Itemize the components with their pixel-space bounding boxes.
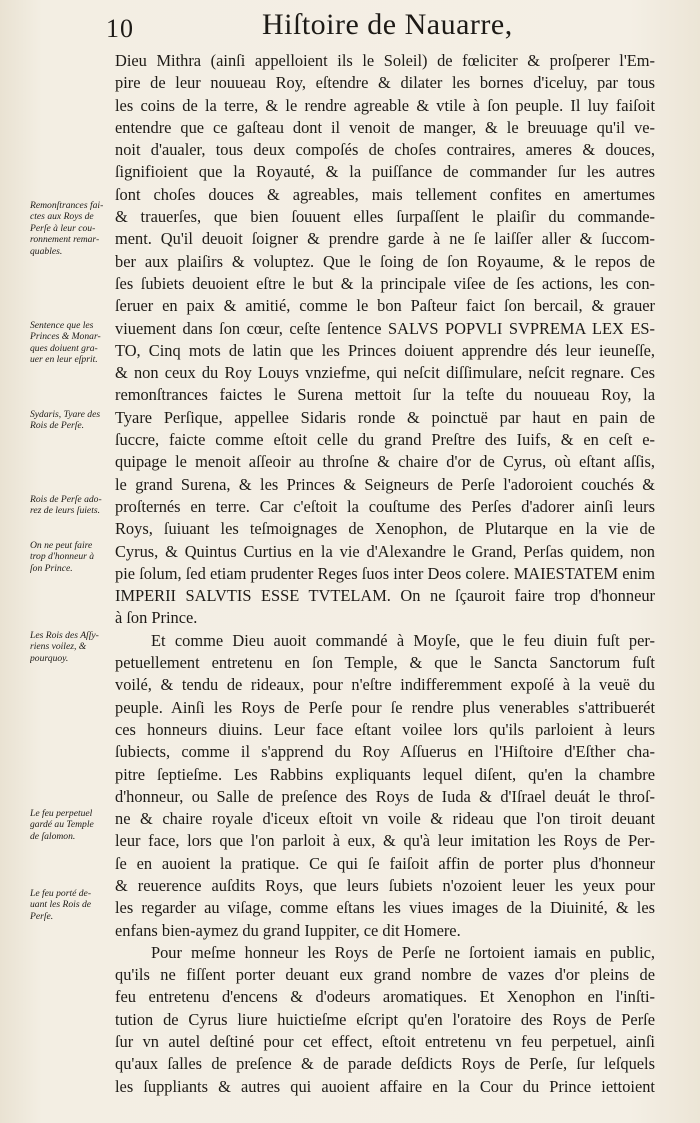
margin-note-sydaris: Sydaris, Tyare des Rois de Perſe. [30,409,101,432]
text-line: ſes ſubiets deuoient eſtre le but & la principale viſee de ſes actions, les con- [115,273,655,293]
text-line: ſur vn autel deſtiné pour cet effect, eſtoit entretenu vn feu perpetuel, ainſi [115,1032,655,1052]
text-line: ſont choſes douces & agreables, mais tellement confites en amertumes [115,184,655,204]
text-line: ſeruer en paix & amitié, comme le bon Paſteur faict ſon bercail, & grauer [115,296,655,316]
margin-note-feu-porte: Le feu porté de- uant les Rois de Perſe. [30,888,92,922]
text-line: qu'ils ne fiſſent porter deuant eux grand nombre de vazes d'or pleins de [115,965,655,985]
text-line: ſubiects, comme il s'apprend du Roy Aſſuerus en l'Hiſtoire d'Eſther cha- [115,742,655,762]
body-text [115,50,655,1098]
margin-note-sentence: Sentence que les Princes & Monar- ques doiuent gra- uer en leur eſprit. [30,320,101,366]
text-line: Cyrus, & Quintus Curtius en la vie d'Alexandre le Grand, Perſas quidem, non [115,541,655,561]
text-line: IMPERII SALVTIS ESSE TVTELAM. On ne ſçauroit faire trop d'honneur [115,586,655,606]
text-line: tution de Cyrus liure huictieſme eſcript qu'en l'oratoire des Roys de Perſe [115,1009,655,1029]
text-line: TO, Cinq mots de latin que les Princes doiuent apprendre dés leur ieuneſſe, [115,340,655,360]
text-line: peuple. Ainſi les Roys de Perſe pour ſe rendre plus venerables s'attribuerét [115,697,655,717]
text-line: pire de leur nouueau Roy, eſtendre & dilater les bornes d'iceluy, par tous [115,73,655,93]
text-line: Tyare Perſique, appellee Sidaris ronde & poinctuë par haut en pain de [115,407,655,427]
text-line: remonſtrances faictes le Surena mettoit ſur la teſte du nouueau Roy, la [115,385,655,405]
text-line: entendre que ce gaſteau dont il venoit de manger, & le breuuage qu'il ve- [115,117,655,137]
text-line: Dieu Mithra (ainſi appelloient ils le Soleil) de fœliciter & proſperer l'Em- [115,51,655,70]
margin-note-remonstrances: Remonſtrances fai- ctes aux Roys de Perſe à leur cou- ronnement remar- quables. [30,200,104,257]
text-line: d'honneur, ou Salle de preſence des Roys de Iuda & d'Iſrael deuát le throſ- [115,786,655,806]
text-line: Roys, ſuiuant les teſmoignages de Xenophon, de Plutarque en la vie de [115,519,655,539]
text-line: noit d'aualer, tous deux compoſés de choſes contraires, ameres & douces, [115,140,655,160]
text-line: ber aux plaiſirs & voluptez. Que le ſoing de ſon Royaume, & le repos de [115,251,655,271]
text-line: pie ſolum, ſed etiam prudenter Reges ſuos inter Deos colere. MAIESTATEM enim [115,563,655,583]
text-line: ment. Qu'il deuoit ſoigner & prendre garde à ne ſe laiſſer aller & ſuccom- [115,229,655,249]
text-line: ſe en auoient la pratique. Ce qui ſe faiſoit affin de porter plus d'honneur [115,853,655,873]
text-line: ſuccre, faicte comme eſtoit celle du grand Preſtre des Iuifs, & en ceſt e- [115,430,655,450]
text-line: les regarder au viſage, comme eſtans les viues images de la Diuinité, & les [115,898,655,918]
text-line: feu entretenu d'encens & d'odeurs aromatiques. Et Xenophon en l'inſti- [115,987,655,1007]
text-line: leur face, lors que l'on parloit à eux, & qu'à leur imitation les Roys de Per- [115,831,655,851]
text-line: quipage le menoit aſſeoir au throſne & chaire d'or de Cyrus, où eſtant aſſis, [115,452,655,472]
text-line: pitre ſeptieſme. Les Rabbins expliquants lequel diſent, qu'en la chambre [115,764,655,784]
text-line: & trauerſes, que bien ſouuent elles ſurpaſſent le plaiſir du commande- [115,207,655,227]
text-line: les ſuppliants & autres qui auoient affaire en la Cour du Prince iettoient [115,1076,655,1096]
page-number: 10 [106,14,134,43]
text-line: le grand Surena, & les Princes & Seigneurs de Perſe l'adoroient couchés & [115,474,655,494]
margin-note-feu-perpetuel: Le feu perpetuel gardé au Temple de ſalomon. [30,808,94,842]
running-head-title: Hiſtoire de Nauarre, [262,8,513,41]
text-line: enfans bien-aymez du grand Iuppiter, ce dit Homere. [115,920,461,940]
text-line: ne & chaire royale d'iceux eſtoit vn voile & rideau que l'on tiroit deuant [115,809,655,829]
text-line: & non ceux du Roy Louys vnziefme, qui neſcit diſſimulare, neſcit regnare. Ces [115,363,655,383]
text-line: ces honneurs diuins. Leur face eſtant voilee lors qu'ils parloient à leurs [115,719,655,739]
text-line: viuement dans ſon cœur, ceſte ſentence SALVS POPVLI SVPREMA LEX ES- [115,318,655,338]
text-line: les coins de la terre, & le rendre agreable & vtile à ſon peuple. Il luy faiſoit [115,95,655,115]
text-line: à ſon Prince. [115,608,198,628]
text-line: ſignifioient que la Royauté, & la puiſſance de commander ſur les autres [115,162,655,182]
text-line: voilé, & tendu de rideaux, pour n'eſtre indifferemment expoſé à la veuë du [115,675,655,695]
margin-note-rois-voilez: Les Rois des Aſſy- riens voilez, & pourquoy. [30,630,99,664]
margin-note-rois-adorez: Rois de Perſe ado- rez de leurs ſuiets. [30,494,102,517]
text-line: Et comme Dieu auoit commandé à Moyſe, que le feu diuin fuſt per- [151,630,655,650]
text-line: & reuerence auſdits Roys, que leurs ſubiets n'ozoient leuer les yeux pour [115,875,655,895]
margin-note-honneur: On ne peut faire trop d'honneur à ſon Prince. [30,540,95,574]
text-line: petuellement entretenu en ſon Temple, & que le Sancta Sanctorum fuſt [115,653,655,673]
text-line: qu'aux ſalles de preſence & de parade deſdicts Roys de Perſe, ſur leſquels [115,1054,655,1074]
text-line: proſternés en terre. Car c'eſtoit la couſtume des Perſes d'adorer ainſi leurs [115,496,655,516]
text-line: Pour meſme honneur les Roys de Perſe ne ſortoient iamais en public, [151,942,655,962]
